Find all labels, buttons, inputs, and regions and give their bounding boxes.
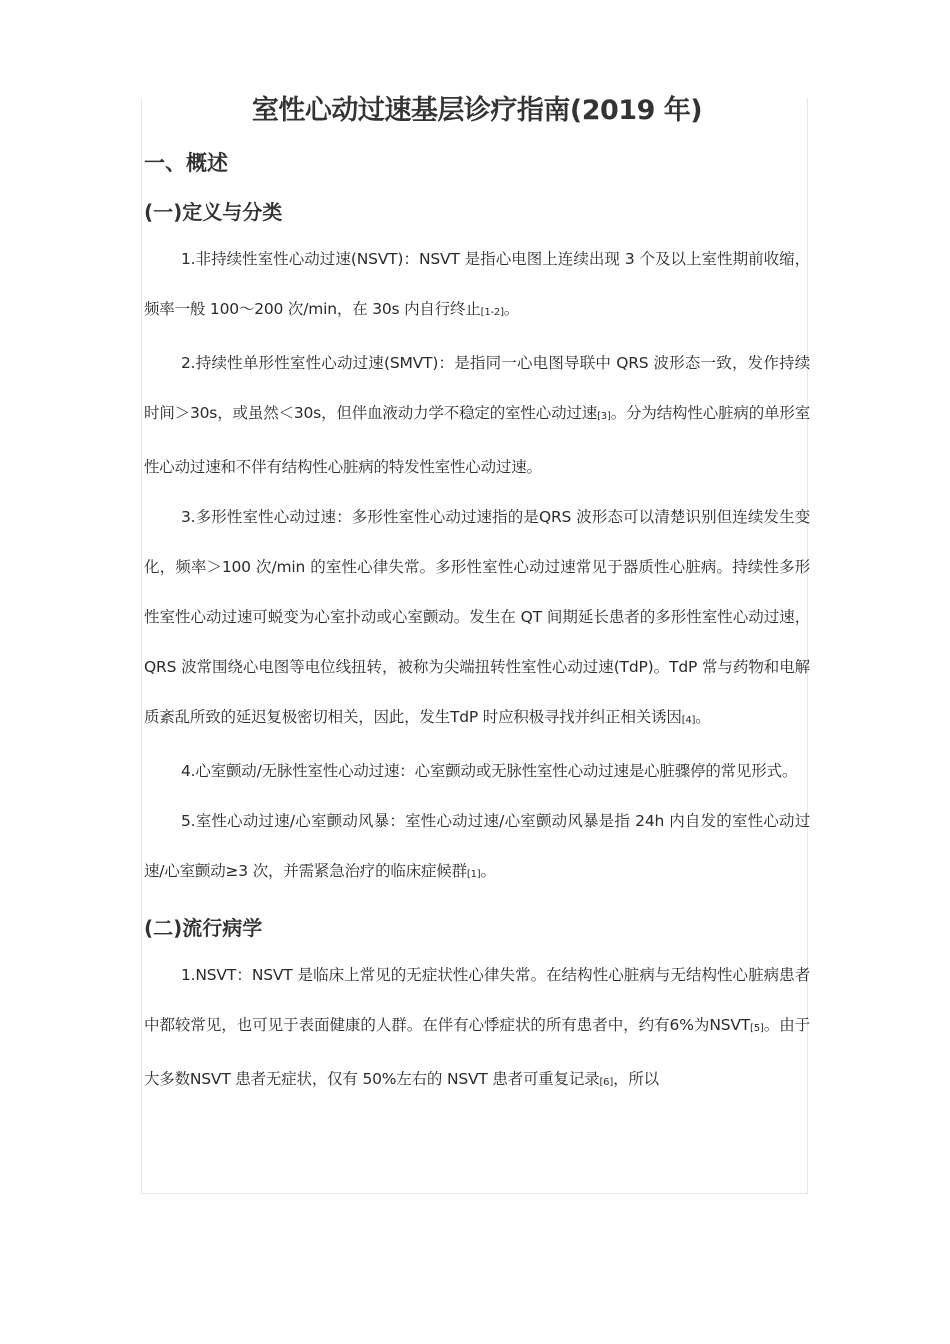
paragraph-tail: 。分为结构性心脏病的单形室性心动过速和不伴有结构性心脏病的特发性室性心动过速。 xyxy=(144,404,810,476)
paragraph-tail: ，所以 xyxy=(613,1070,659,1088)
citation-ref: [6] xyxy=(599,1077,614,1088)
paragraph-polymorphic-vt xyxy=(144,492,810,746)
citation-ref: [4] xyxy=(681,715,696,726)
document-title: 室性心动过速基层诊疗指南(2019 年) xyxy=(251,95,703,126)
paragraph-text: 1.非持续性室性心动过速(NSVT)：NSVT 是指心电图上连续出现 3 个及以上室性期前收缩，频率一般 100～200 次/min，在 30s 内自行终止 xyxy=(144,250,810,318)
subsection-heading-definition: (一)定义与分类 xyxy=(144,200,283,224)
paragraph-tail: 。 xyxy=(695,708,711,726)
subsection-heading-epidemiology: (二)流行病学 xyxy=(144,916,263,940)
citation-ref: [1] xyxy=(466,869,481,880)
paragraph-text: 3.多形性室性心动过速：多形性室性心动过速指的是QRS 波形态可以清楚识别但连续发生变化，频率＞100 次/min 的室性心律失常。多形性室性心动过速常见于器质性心脏病。持续性多形性室性心动过速可蜕变为心室扑动或心室颤动。发生在 QT 间期延长患者的多形性室性心动过速，QRS 波常围绕心电图等电位线扭转，被称为尖端扭转性室性心动过速(TdP)。TdP 常与药物和电解质紊乱所致的延迟复极密切相关，因此，发生TdP 时应积极寻找并纠正相关诱因 xyxy=(144,508,810,726)
paragraph-text: 1.NSVT：NSVT 是临床上常见的无症状性心律失常。在结构性心脏病与无结构性心脏病患者中都较常见，也可见于表面健康的人群。在伴有心悸症状的所有患者中，约有6%为NSVT xyxy=(144,966,810,1034)
citation-ref: [3] xyxy=(597,411,611,422)
section-heading-overview: 一、概述 xyxy=(144,151,228,175)
citation-ref: [1-2] xyxy=(480,307,504,318)
paragraph-vf-pulseless-vt xyxy=(144,746,810,796)
paragraph-tail: 。 xyxy=(480,862,496,880)
paragraph-nsvt-definition xyxy=(144,234,810,338)
paragraph-nsvt-epidemiology xyxy=(144,950,810,1108)
paragraph-smvt-definition xyxy=(144,338,810,492)
paragraph-text: 2.持续性单形性室性心动过速(SMVT)：是指同一心电图导联中 QRS 波形态一致，发作持续时间＞30s，或虽然＜30s，但伴血液动力学不稳定的室性心动过速 xyxy=(144,354,810,422)
paragraph-electrical-storm xyxy=(144,796,810,900)
paragraph-tail: 。 xyxy=(503,300,520,318)
paragraph-text: 5.室性心动过速/心室颤动风暴：室性心动过速/心室颤动风暴是指 24h 内自发的室性心动过速/心室颤动≥3 次，并需紧急治疗的临床症候群 xyxy=(144,812,810,880)
citation-ref: [5] xyxy=(750,1023,764,1034)
paragraph-mid: 。由于大多数NSVT 患者无症状，仅有 50%左右的 NSVT 患者可重复记录 xyxy=(144,1016,810,1088)
document-body xyxy=(144,88,810,1108)
paragraph-text: 4.心室颤动/无脉性室性心动过速：心室颤动或无脉性室性心动过速是心脏骤停的常见形式。 xyxy=(181,762,798,780)
